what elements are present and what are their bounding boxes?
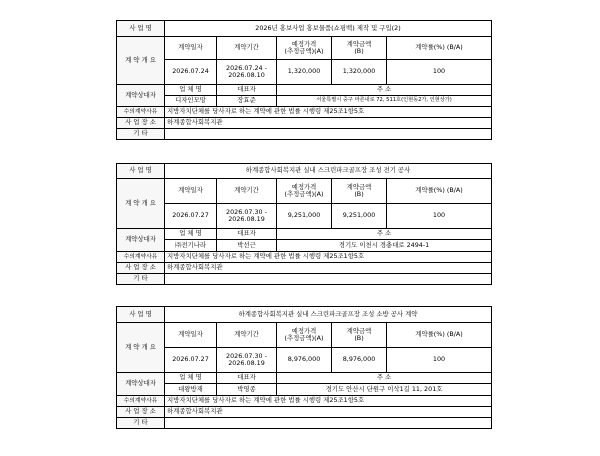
contract-amount-value: 9,251,000 <box>332 204 387 229</box>
etc-row <box>117 418 492 429</box>
contract-amount-header: 계약금액 (B) <box>332 179 387 204</box>
address-header: 주 소 <box>277 373 492 384</box>
private-reason-label: 수의계약사유 <box>117 107 165 118</box>
business-location-value: 하계종합사회복지관 <box>165 407 492 418</box>
estimated-price-value: 1,320,000 <box>277 60 332 85</box>
contract-table-2 <box>116 163 492 285</box>
etc-value <box>165 129 492 140</box>
private-reason-row <box>117 107 492 118</box>
counterparty-header-row <box>117 229 492 240</box>
counterparty-values-row <box>117 96 492 107</box>
private-reason-row <box>117 252 492 263</box>
company-name-value: ㈜전기나라 <box>165 240 217 252</box>
contract-rate-header: 계약률(%) (B/A) <box>387 179 492 204</box>
business-location-row <box>117 407 492 418</box>
contract-date-value: 2026.07.24 <box>165 60 217 85</box>
representative-value: 박선근 <box>217 240 277 252</box>
estimated-price-header: 예정가격 (추정금액)(A) <box>277 323 332 348</box>
project-name-row <box>117 164 492 179</box>
contract-date-value: 2026.07.27 <box>165 348 217 373</box>
counterparty-label: 계약상대자 <box>117 85 165 107</box>
counterparty-label: 계약상대자 <box>117 373 165 396</box>
private-reason-value: 지방자치단체를 당사자로 하는 계약에 관한 법률 시행령 제25조1항5호 <box>165 252 492 263</box>
business-location-row <box>117 263 492 274</box>
etc-row <box>117 129 492 140</box>
contract-rate-header: 계약률(%) (B/A) <box>387 323 492 348</box>
project-name-value: 2026년 홍보사업 홍보물품(쇼핑백) 제작 및 구입(2) <box>165 21 492 37</box>
overview-header-row <box>117 179 492 204</box>
address-header: 주 소 <box>277 85 492 96</box>
etc-value <box>165 274 492 285</box>
overview-values-row <box>117 204 492 229</box>
estimated-price-value: 8,976,000 <box>277 348 332 373</box>
contract-amount-header: 계약금액 (B) <box>332 323 387 348</box>
contract-date-value: 2026.07.27 <box>165 204 217 229</box>
contract-date-header: 계약일자 <box>165 37 217 60</box>
estimated-price-header: 예정가격 (추정금액)(A) <box>277 37 332 60</box>
business-location-value: 하계종합사회복지관 <box>165 263 492 274</box>
company-name-header: 업 체 명 <box>165 85 217 96</box>
business-location-label: 사 업 장 소 <box>117 407 165 418</box>
contract-period-value: 2026.07.30 - 2026.08.19 <box>217 204 277 229</box>
estimated-price-header: 예정가격 (추정금액)(A) <box>277 179 332 204</box>
contract-period-header: 계약기간 <box>217 179 277 204</box>
overview-header-row <box>117 37 492 60</box>
contract-period-value: 2026.07.24 - 2026.08.10 <box>217 60 277 85</box>
project-name-value: 하계종합사회복지관 실내 스크린파크골프장 조성 소방 공사 계약 <box>165 307 492 323</box>
overview-header-row <box>117 323 492 348</box>
business-location-label: 사 업 장 소 <box>117 263 165 274</box>
address-value: 서울특별시 중구 마른내로 72, 511호(인현동2가, 인현상가) <box>277 96 492 107</box>
contract-period-header: 계약기간 <box>217 37 277 60</box>
contract-date-header: 계약일자 <box>165 179 217 204</box>
company-name-value: 디자인모망 <box>165 96 217 107</box>
contract-amount-header: 계약금액 (B) <box>332 37 387 60</box>
contract-table-1 <box>116 20 492 140</box>
contract-table-3 <box>116 306 492 429</box>
etc-row <box>117 274 492 285</box>
contract-overview-label: 계 약 개 요 <box>117 179 165 229</box>
overview-values-row <box>117 348 492 373</box>
contract-period-value: 2026.07.30 - 2026.08.19 <box>217 348 277 373</box>
etc-label: 기 타 <box>117 418 165 429</box>
project-name-label: 사 업 명 <box>117 164 165 179</box>
counterparty-header-row <box>117 85 492 96</box>
representative-header: 대표자 <box>217 229 277 240</box>
private-reason-row <box>117 396 492 407</box>
project-name-value: 하계종합사회복지관 실내 스크린파크골프장 조성 전기 공사 <box>165 164 492 179</box>
counterparty-values-row <box>117 240 492 252</box>
representative-header: 대표자 <box>217 373 277 384</box>
overview-values-row <box>117 60 492 85</box>
private-reason-label: 수의계약사유 <box>117 252 165 263</box>
etc-label: 기 타 <box>117 274 165 285</box>
project-name-label: 사 업 명 <box>117 307 165 323</box>
contract-overview-label: 계 약 개 요 <box>117 323 165 373</box>
contract-amount-value: 8,976,000 <box>332 348 387 373</box>
representative-header: 대표자 <box>217 85 277 96</box>
contract-rate-value: 100 <box>387 348 492 373</box>
business-location-row <box>117 118 492 129</box>
contract-amount-value: 1,320,000 <box>332 60 387 85</box>
private-reason-label: 수의계약사유 <box>117 396 165 407</box>
business-location-label: 사 업 장 소 <box>117 118 165 129</box>
contract-date-header: 계약일자 <box>165 323 217 348</box>
counterparty-values-row <box>117 384 492 396</box>
address-value: 경기도 안산시 단원구 이삭1길 11, 201호 <box>277 384 492 396</box>
company-name-value: 대왕방재 <box>165 384 217 396</box>
etc-label: 기 타 <box>117 129 165 140</box>
company-name-header: 업 체 명 <box>165 229 217 240</box>
address-value: 경기도 이천시 경충대로 2494-1 <box>277 240 492 252</box>
representative-value: 박영종 <box>217 384 277 396</box>
counterparty-label: 계약상대자 <box>117 229 165 252</box>
private-reason-value: 지방자치단체를 당사자로 하는 계약에 관한 법률 시행령 제25조1항5호 <box>165 107 492 118</box>
contract-rate-value: 100 <box>387 60 492 85</box>
project-name-label: 사 업 명 <box>117 21 165 37</box>
contract-overview-label: 계 약 개 요 <box>117 37 165 85</box>
contract-rate-header: 계약률(%) (B/A) <box>387 37 492 60</box>
contract-period-header: 계약기간 <box>217 323 277 348</box>
representative-value: 장효준 <box>217 96 277 107</box>
address-header: 주 소 <box>277 229 492 240</box>
business-location-value: 하계종합사회복지관 <box>165 118 492 129</box>
estimated-price-value: 9,251,000 <box>277 204 332 229</box>
counterparty-header-row <box>117 373 492 384</box>
company-name-header: 업 체 명 <box>165 373 217 384</box>
etc-value <box>165 418 492 429</box>
project-name-row <box>117 21 492 37</box>
project-name-row <box>117 307 492 323</box>
private-reason-value: 지방자치단체를 당사자로 하는 계약에 관한 법률 시행령 제25조1항5호 <box>165 396 492 407</box>
contract-rate-value: 100 <box>387 204 492 229</box>
